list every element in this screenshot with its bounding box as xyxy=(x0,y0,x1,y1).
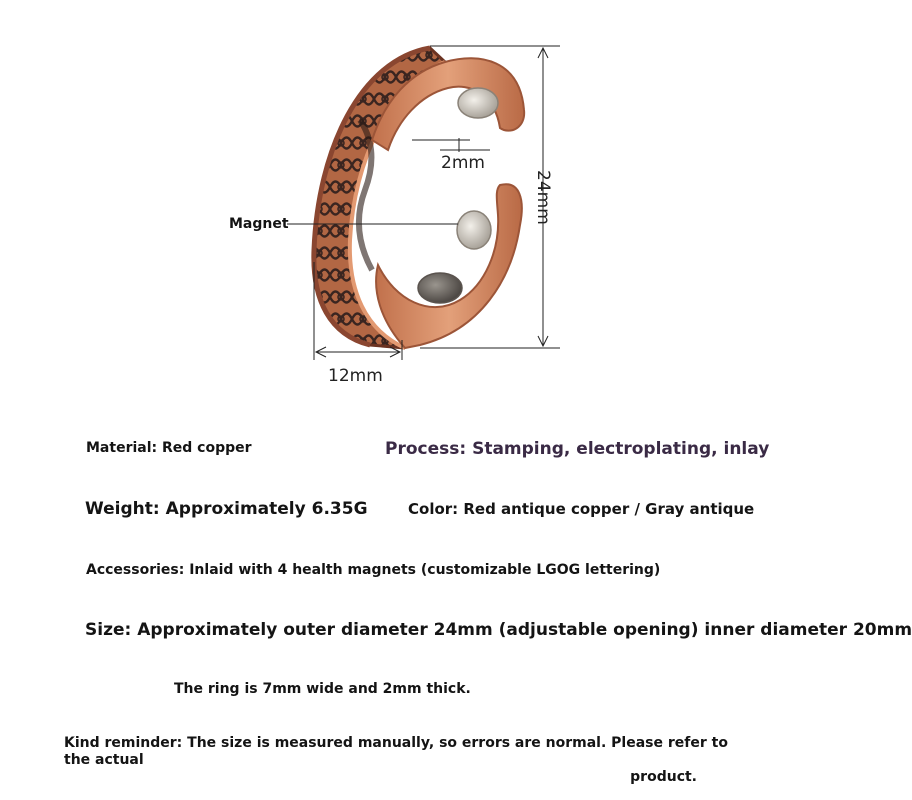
magnet-middle xyxy=(457,211,491,249)
spec-process: Process: Stamping, electroplating, inlay xyxy=(385,439,770,459)
dimension-thickness-label: 2mm xyxy=(441,153,485,173)
reminder-line-1: Kind reminder: The size is measured manually, so errors are normal. Please refer to the actual xyxy=(64,735,728,768)
spec-weight: Weight: Approximately 6.35G xyxy=(85,499,368,519)
magnet-lower xyxy=(418,273,462,303)
magnet-upper xyxy=(458,88,498,118)
spec-ring-dims: The ring is 7mm wide and 2mm thick. xyxy=(174,681,471,697)
reminder-line-2: product. xyxy=(630,769,697,785)
spec-size: Size: Approximately outer diameter 24mm (adjustable opening) inner diameter 20mm xyxy=(85,620,912,640)
dimension-height-label: 24mm xyxy=(533,170,553,225)
ring-inner-lower xyxy=(376,184,522,348)
magnet-label: Magnet xyxy=(229,216,289,232)
spec-material: Material: Red copper xyxy=(86,440,252,456)
spec-accessories: Accessories: Inlaid with 4 health magnets (customizable LGOG lettering) xyxy=(86,562,661,578)
kind-reminder xyxy=(40,735,740,786)
dimension-width-label: 12mm xyxy=(328,366,383,386)
spec-color: Color: Red antique copper / Gray antique xyxy=(408,500,755,518)
